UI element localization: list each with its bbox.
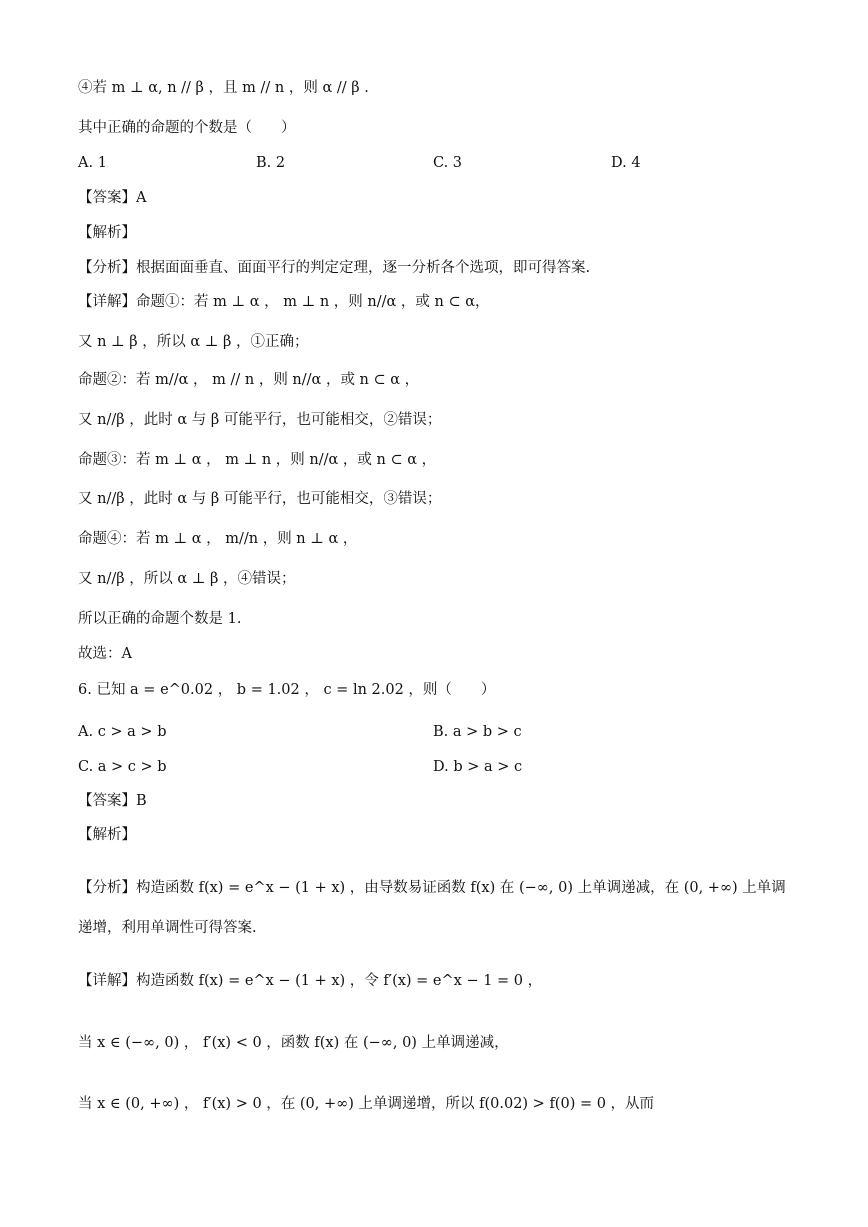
q6-option-d: D. b > a > c [433, 759, 523, 775]
q6-option-c: C. a > c > b [78, 759, 167, 775]
question-stem: 其中正确的命题的个数是（ ） [78, 120, 296, 136]
q5-detail-7: 命题④：若 m ⊥ α ， m//n ，则 n ⊥ α ， [78, 531, 358, 547]
q5-detail-3: 命题②：若 m//α ， m // n ，则 n//α ，或 n ⊂ α ， [78, 372, 420, 388]
proposition-4-text: ④若 m ⊥ α, n // β ，且 m // n ，则 α // β . [78, 80, 369, 96]
q5-conclusion: 所以正确的命题个数是 1. [78, 611, 242, 627]
q5-detail-2: 又 n ⊥ β ，所以 α ⊥ β ，①正确； [78, 334, 309, 350]
q5-analysis-heading: 【解析】 [78, 225, 136, 241]
q5-detail-4: 又 n//β ，此时 α 与 β 可能平行，也可能相交，②错误； [78, 412, 442, 428]
q5-option-b: B. 2 [256, 155, 286, 171]
q5-detail-8: 又 n//β ，所以 α ⊥ β ，④错误； [78, 571, 296, 587]
q5-option-c: C. 3 [433, 155, 463, 171]
q5-option-d: D. 4 [611, 155, 641, 171]
q5-detail-1: 【详解】命题①：若 m ⊥ α ， m ⊥ n ，则 n//α ，或 n ⊂ α， [78, 294, 490, 310]
q6-analysis-2: 递增，利用单调性可得答案. [78, 920, 257, 936]
q5-detail-5: 命题③：若 m ⊥ α ， m ⊥ n ，则 n//α ，或 n ⊂ α ， [78, 452, 437, 468]
q5-option-a: A. 1 [78, 155, 107, 171]
question-6-stem: 6. 已知 a = e^0.02 ， b = 1.02 ， c = ln 2.02 ，则（ ） [78, 682, 496, 698]
q5-answer: 【答案】A [78, 190, 147, 206]
q6-detail-1: 【详解】构造函数 f(x) = e^x − (1 + x) ，令 f′(x) = e^x − 1 = 0 ， [78, 973, 543, 989]
q6-detail-2: 当 x ∈ (−∞, 0) ， f′(x) < 0 ，函数 f(x) 在 (−∞, 0) 上单调递减， [78, 1035, 509, 1051]
q6-option-b: B. a > b > c [433, 724, 522, 740]
q6-option-a: A. c > a > b [78, 724, 167, 740]
q6-answer: 【答案】B [78, 793, 147, 809]
q5-analysis: 【分析】根据面面垂直、面面平行的判定定理，逐一分析各个选项，即可得答案. [78, 260, 591, 276]
q6-analysis-heading: 【解析】 [78, 827, 136, 843]
q6-detail-3: 当 x ∈ (0, +∞) ， f′(x) > 0 ，在 (0, +∞) 上单调递增，所以 f(0.02) > f(0) = 0 ，从而 [78, 1096, 655, 1112]
q5-choice: 故选：A [78, 646, 132, 662]
q6-analysis-1: 【分析】构造函数 f(x) = e^x − (1 + x) ，由导数易证函数 f(x) 在 (−∞, 0) 上单调递减，在 (0, +∞) 上单调 [78, 880, 786, 896]
q5-detail-6: 又 n//β ，此时 α 与 β 可能平行，也可能相交，③错误； [78, 491, 442, 507]
